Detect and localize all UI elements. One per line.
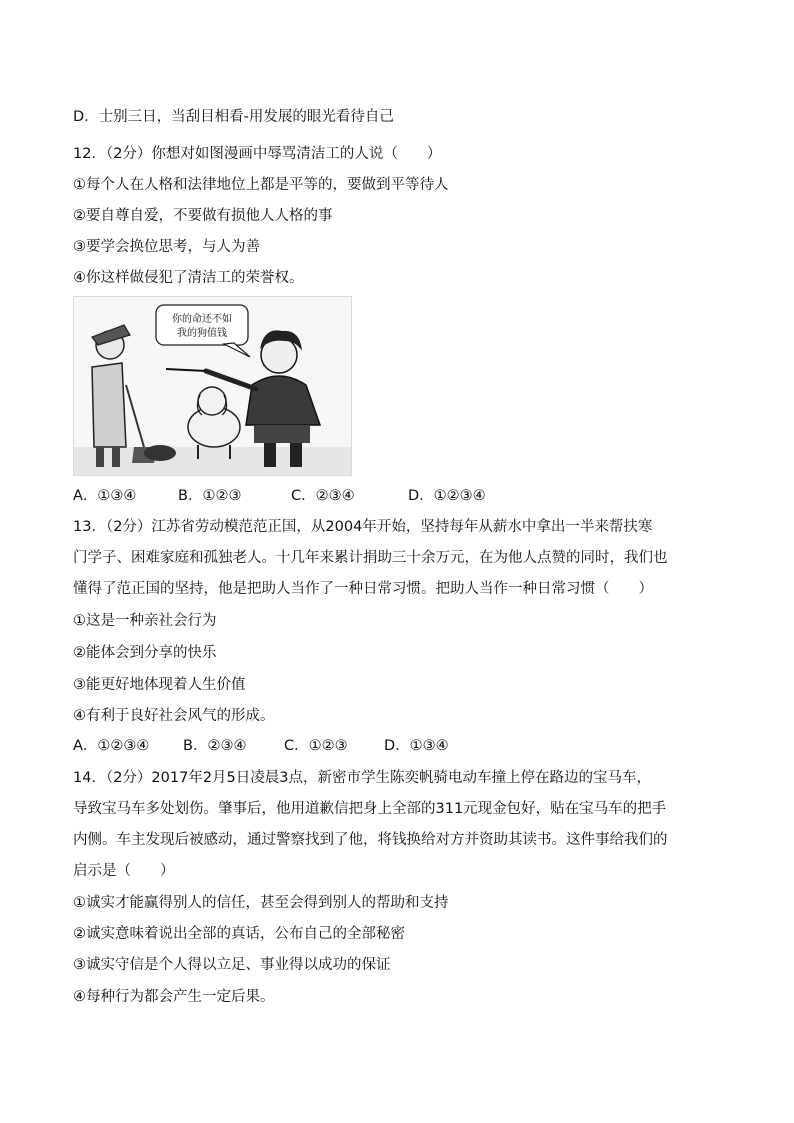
q12-option-a[interactable]: A．①③④ — [73, 488, 137, 504]
q12-item-3: ③要学会换位思考，与人为善 — [73, 239, 260, 255]
q12-item-1: ①每个人在人格和法律地位上都是平等的，要做到平等待人 — [73, 177, 449, 193]
q12-option-c[interactable]: C．②③④ — [291, 488, 355, 504]
q14-item-4: ④每种行为都会产生一定后果。 — [73, 989, 275, 1005]
q13-stem-line-2: 门学子、困难家庭和孤独老人。十几年来累计捐助三十余万元，在为他人点赞的同时，我们也 — [73, 550, 668, 566]
q13-stem-line-1: 13．（2分）江苏省劳动模范范正国，从2004年开始，坚持每年从薪水中拿出一半来帮扶寒 — [73, 519, 653, 535]
q12-item-2: ②要自尊自爱，不要做有损他人人格的事 — [73, 208, 333, 224]
speech-text-2: 我的狗值钱 — [177, 328, 227, 339]
cartoon-image — [73, 296, 352, 476]
q13-option-d[interactable]: D．①③④ — [384, 738, 449, 754]
q13-option-a[interactable]: A．①②③④ — [73, 738, 150, 754]
cartoon-drawing — [74, 297, 351, 475]
q12-option-d[interactable]: D．①②③④ — [408, 488, 486, 504]
q13-stem-line-3: 懂得了范正国的坚持，他是把助人当作了一种日常习惯。把助人当作一种日常习惯（ ） — [73, 581, 653, 597]
q13-item-1: ①这是一种亲社会行为 — [73, 613, 217, 629]
q14-stem-line-1: 14．（2分）2017年2月5日凌晨3点，新密市学生陈奕帆骑电动车撞上停在路边的宝马车， — [73, 770, 652, 786]
q13-option-c[interactable]: C．①②③ — [284, 738, 348, 754]
q12-option-b[interactable]: B．①②③ — [178, 488, 242, 504]
speech-text-1: 你的命还不如 — [172, 314, 232, 325]
q11-option-d: D．士别三日，当刮目相看-用发展的眼光看待自己 — [73, 109, 394, 125]
q13-item-3: ③能更好地体现着人生价值 — [73, 677, 246, 693]
q12-stem: 12．（2分）你想对如图漫画中辱骂清洁工的人说（ ） — [73, 146, 442, 162]
q14-stem-line-3: 内侧。车主发现后被感动，通过警察找到了他，将钱换给对方并资助其读书。这件事给我们的 — [73, 832, 668, 848]
q13-item-2: ②能体会到分享的快乐 — [73, 645, 217, 661]
q14-item-3: ③诚实守信是个人得以立足、事业得以成功的保证 — [73, 957, 391, 973]
q13-option-b[interactable]: B．②③④ — [183, 738, 247, 754]
q13-item-4: ④有利于良好社会风气的形成。 — [73, 708, 275, 724]
q14-item-2: ②诚实意味着说出全部的真话，公布自己的全部秘密 — [73, 926, 405, 942]
q14-stem-line-4: 启示是（ ） — [73, 863, 175, 879]
q14-stem-line-2: 导致宝马车多处划伤。肇事后，他用道歉信把身上全部的311元现金包好，贴在宝马车的把手 — [73, 801, 667, 817]
q12-item-4: ④你这样做侵犯了清洁工的荣誉权。 — [73, 270, 304, 286]
q14-item-1: ①诚实才能赢得别人的信任，甚至会得到别人的帮助和支持 — [73, 895, 449, 911]
